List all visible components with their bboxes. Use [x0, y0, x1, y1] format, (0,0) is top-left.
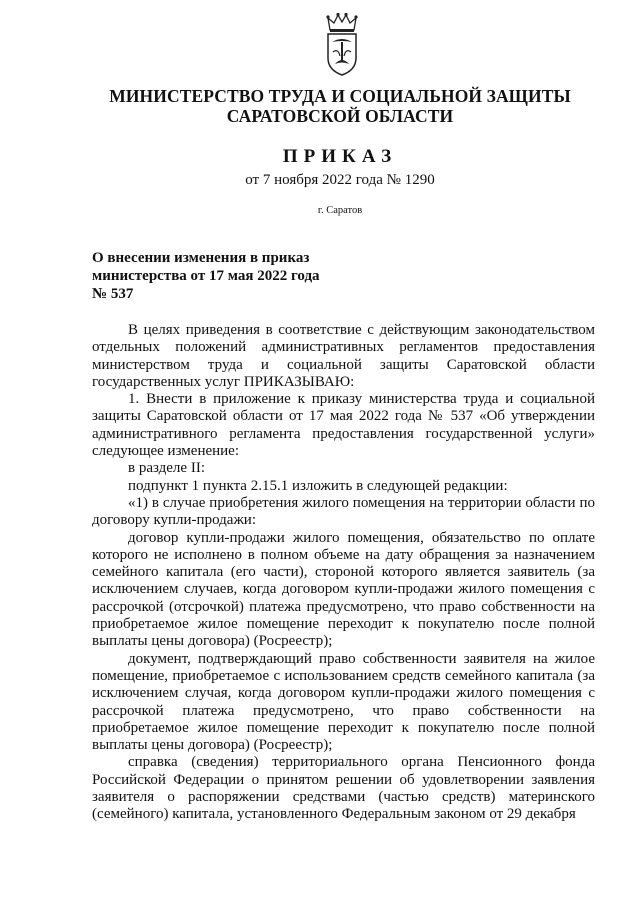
item-1-paragraph: 1. Внести в приложение к приказу министерства труда и социальной защиты Саратовской области от 17 мая 2022 года № 537 «Об утверждении административного регламента предоставления государственной услуги» следующее изменение: — [92, 391, 595, 460]
subject-line2: министерства от 17 мая 2022 года — [92, 268, 320, 284]
amendment-intro-paragraph: «1) в случае приобретения жилого помещения на территории области по договору купли-продажи: — [92, 494, 595, 529]
ministry-name-line1: МИНИСТЕРСТВО ТРУДА И СОЦИАЛЬНОЙ ЗАЩИТЫ — [109, 86, 571, 106]
ministry-name-line2: САРАТОВСКОЙ ОБЛАСТИ — [226, 106, 454, 126]
saratov-coat-of-arms-emblem — [322, 12, 362, 78]
amendment-ownership-paragraph: документ, подтверждающий право собственности заявителя на жилое помещение, приобретаемое с использованием средств семейного капитала (за исключением случая, когда договором купли-продажи жилого помещения с рассрочкой платежа предусмотрено, что право собственности на приобретаемое жилое помещение переходит к покупателю после полной выплаты цены договора) (Росреестр); — [92, 650, 595, 754]
amendment-contract-paragraph: договор купли-продажи жилого помещения, обязательство по оплате которого не исполнено в полном объеме на дату обращения за назначением семейного капитала (его части), стороной которого является заявитель (за исключением случаев, когда договором купли-продажи жилого помещения с рассрочкой (отсрочкой) платежа предусмотрено, что право собственности на приобретаемое жилое помещение переходит к покупателю после полной выплаты цены договора) (Росреестр); — [92, 529, 595, 650]
order-body — [92, 322, 595, 824]
order-date-number: от 7 ноября 2022 года № 1290 — [245, 172, 435, 188]
subject-line1: О внесении изменения в приказ — [92, 250, 310, 266]
order-subject — [92, 249, 352, 303]
city-label: г. Саратов — [317, 205, 363, 216]
preamble-paragraph: В целях приведения в соответствие с действующим законодательством отдельных положений административных регламентов предоставления министерством труда и социальной защиты Саратовской области государственных услуг ПРИКАЗЫВАЮ: — [92, 322, 595, 390]
ministry-name — [90, 86, 590, 126]
section-reference-paragraph: в разделе II: — [128, 460, 205, 477]
subject-line3: № 537 — [92, 286, 134, 302]
subpoint-reference-paragraph: подпункт 1 пункта 2.15.1 изложить в следующей редакции: — [128, 477, 508, 494]
document-type-title: ПРИКАЗ — [282, 146, 398, 167]
amendment-pension-fund-paragraph: справка (сведения) территориального органа Пенсионного фонда Российской Федерации о принятом решении об удовлетворении заявления заявителя о распоряжении средствами (частью средств) материнского (семейного) капитала, установленного Федеральным законом от 29 декабря — [92, 754, 595, 823]
